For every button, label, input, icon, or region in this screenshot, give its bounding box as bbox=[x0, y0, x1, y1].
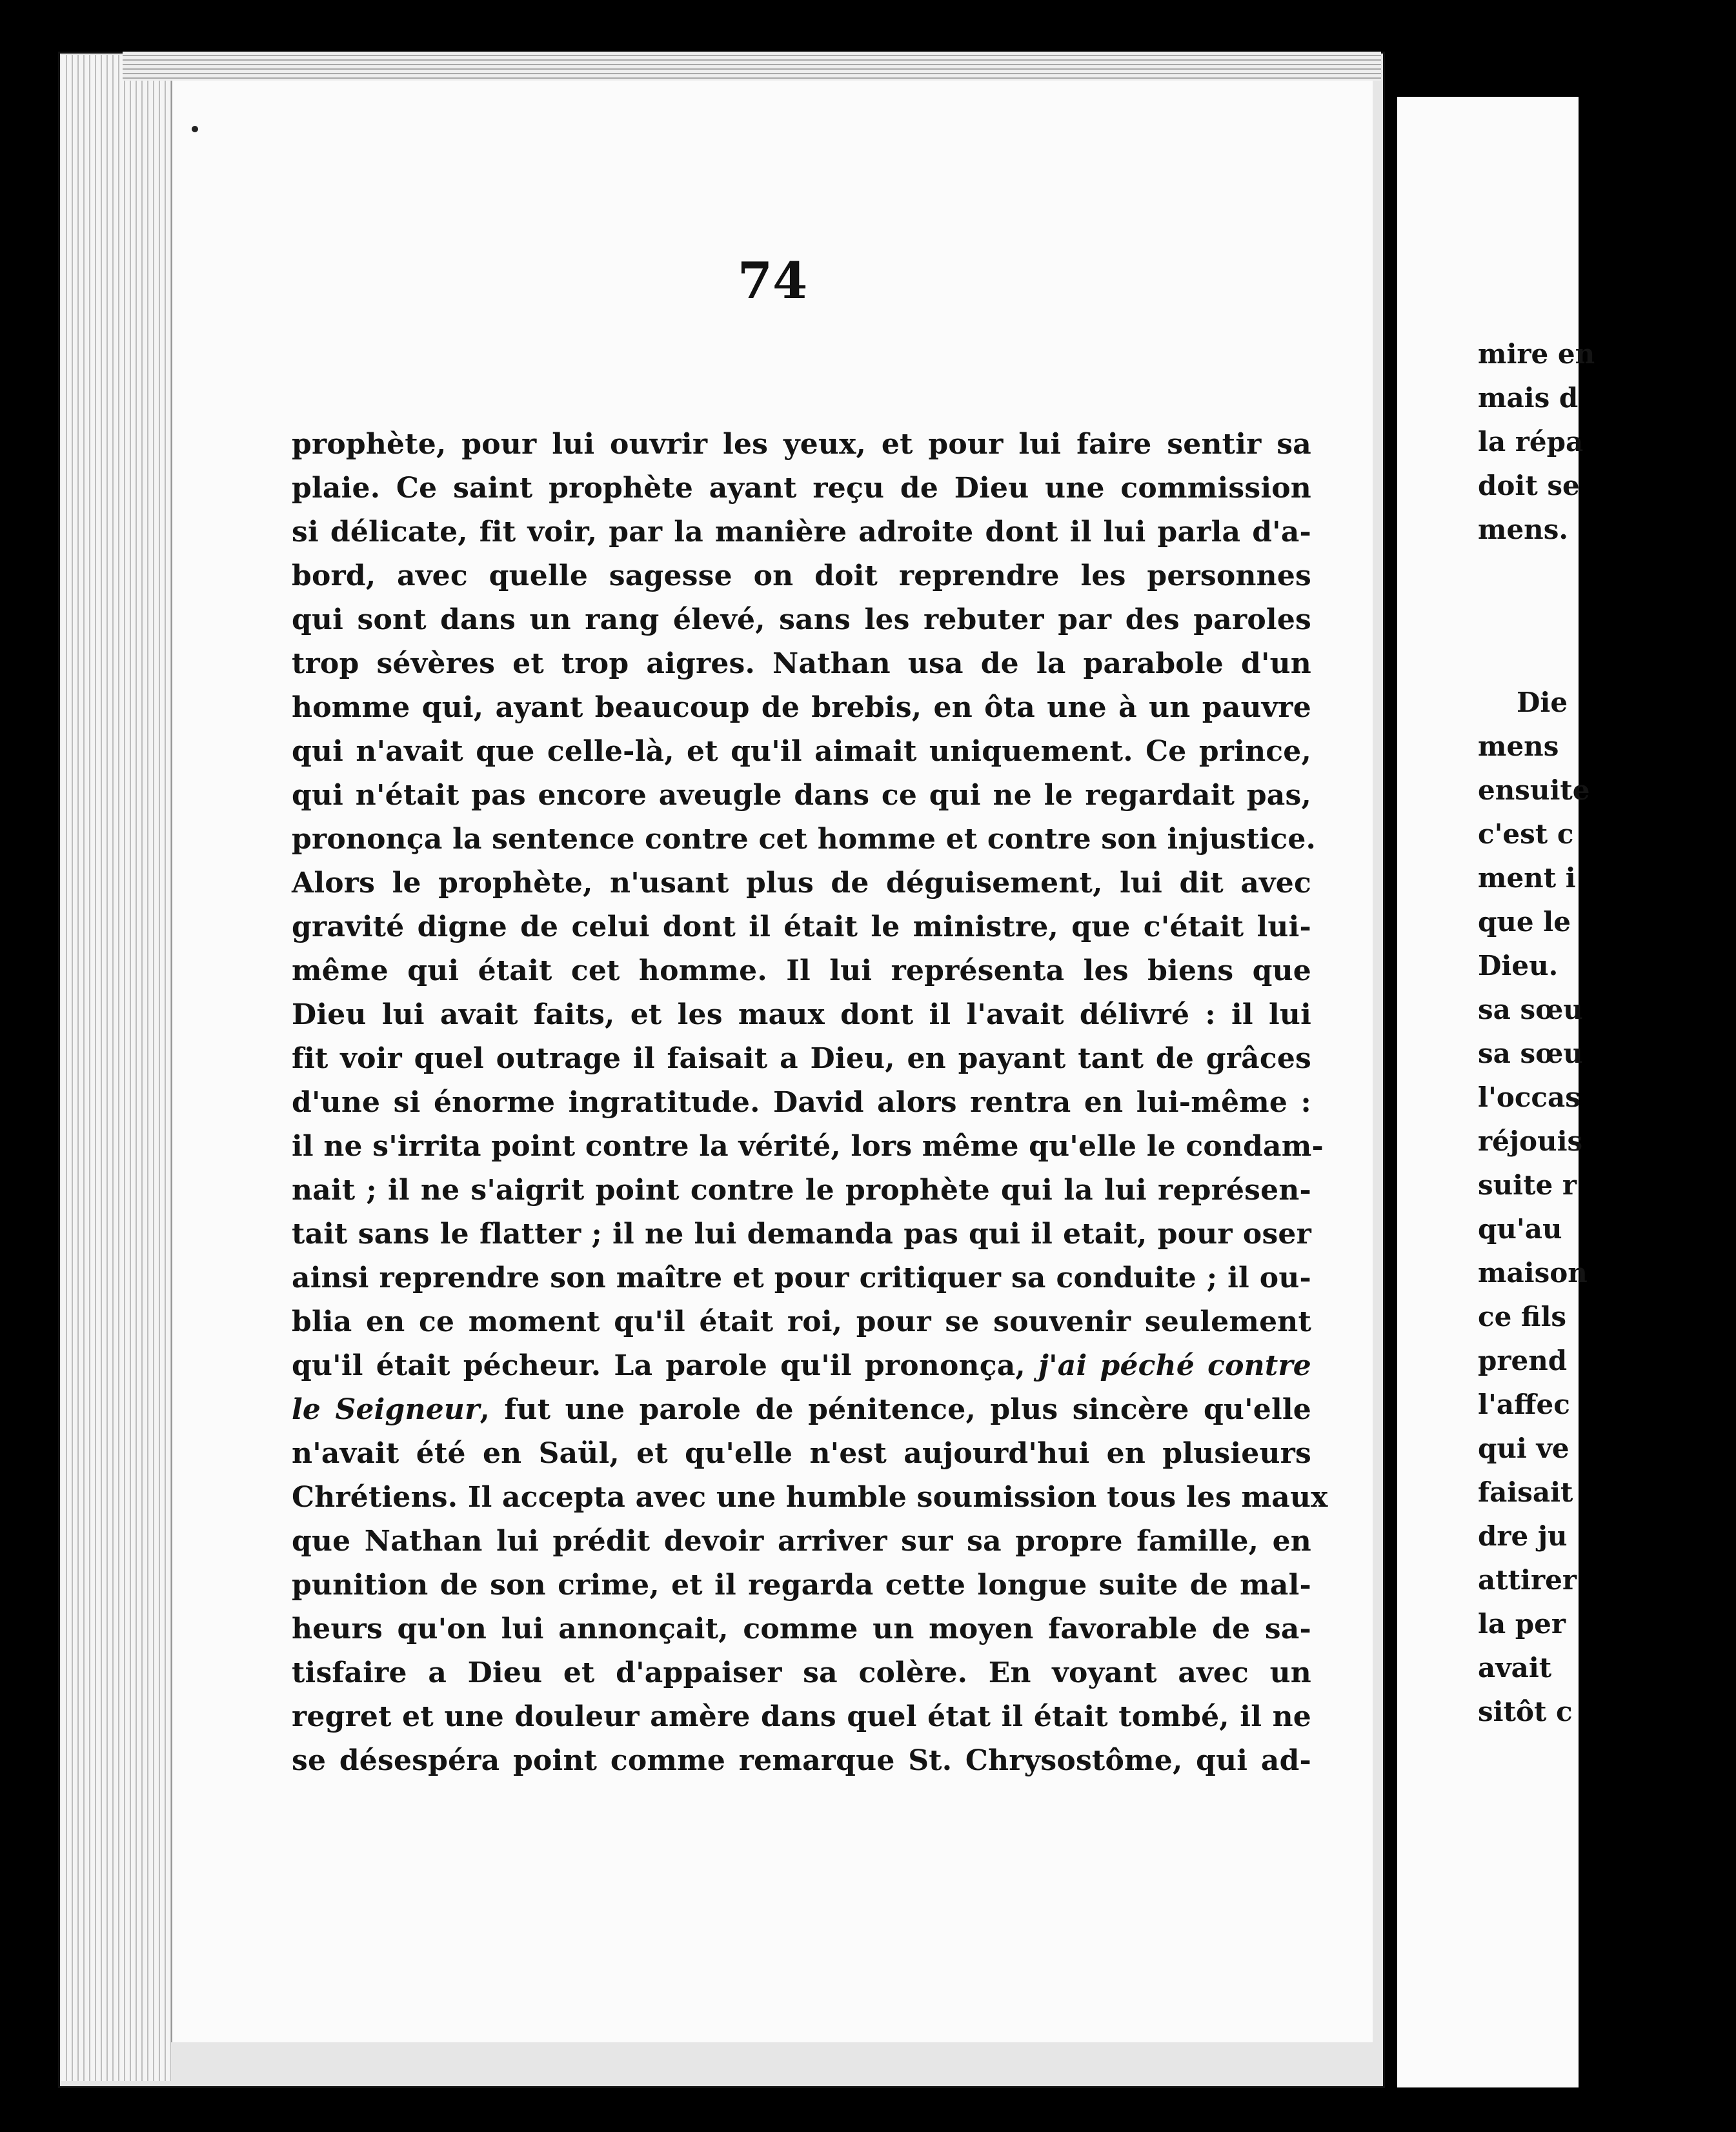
right-text-line: la répa bbox=[1478, 426, 1584, 458]
right-text-line: la per bbox=[1478, 1608, 1566, 1640]
right-page-text bbox=[1478, 332, 1736, 1734]
text-line: qui sont dans un rang élevé, sans les rebuter par des paroles bbox=[292, 603, 1311, 636]
speck bbox=[192, 126, 198, 132]
text-line: homme qui, ayant beaucoup de brebis, en ôta une à un pauvre bbox=[292, 691, 1311, 724]
right-text-line: prend bbox=[1478, 1345, 1568, 1376]
right-text-line: maison bbox=[1478, 1257, 1588, 1289]
text-line: plaie. Ce saint prophète ayant reçu de Dieu une commission bbox=[292, 472, 1311, 505]
text-line: si délicate, fit voir, par la manière adroite dont il lui parla d'a- bbox=[292, 516, 1311, 548]
text-line: regret et une douleur amère dans quel état il était tombé, il ne bbox=[292, 1700, 1311, 1733]
right-text-line: faisait bbox=[1478, 1476, 1573, 1508]
right-text-line: qui ve bbox=[1478, 1433, 1569, 1464]
text-line: d'une si énorme ingratitude. David alors rentra en lui-même : bbox=[292, 1086, 1311, 1119]
text-line: prophète, pour lui ouvrir les yeux, et pour lui faire sentir sa bbox=[292, 428, 1311, 461]
text-line: bord, avec quelle sagesse on doit reprendre les personnes bbox=[292, 559, 1311, 592]
text-line: ainsi reprendre son maître et pour critiquer sa conduite ; il ou- bbox=[292, 1262, 1311, 1294]
right-text-line: Die bbox=[1517, 687, 1568, 718]
right-page bbox=[1397, 97, 1595, 2087]
text-line-with-italic bbox=[292, 1344, 1311, 1388]
right-text-line: mais d bbox=[1478, 382, 1579, 414]
text-line: heurs qu'on lui annonçait, comme un moyen favorable de sa- bbox=[292, 1613, 1311, 1645]
right-text-line: Dieu. bbox=[1478, 950, 1559, 981]
right-text-line: sitôt c bbox=[1478, 1696, 1573, 1727]
right-text-line: mens bbox=[1478, 730, 1559, 762]
text-line: n'avait été en Saül, et qu'elle n'est aujourd'hui en plusieurs bbox=[292, 1437, 1311, 1470]
text-line: même qui était cet homme. Il lui représenta les biens que bbox=[292, 954, 1311, 987]
text-line-with-italic bbox=[292, 1388, 1311, 1432]
text-line: fit voir quel outrage il faisait a Dieu, en payant tant de grâces bbox=[292, 1042, 1311, 1075]
right-text-line: réjouis bbox=[1478, 1125, 1583, 1157]
text-line: blia en ce moment qu'il était roi, pour se souvenir seulement bbox=[292, 1305, 1311, 1338]
right-text-line: sa sœu bbox=[1478, 994, 1583, 1025]
right-text-line: que le bbox=[1478, 906, 1571, 938]
right-text-line: ment i bbox=[1478, 862, 1576, 894]
right-text-line: sa sœu bbox=[1478, 1038, 1583, 1069]
text-line: prononça la sentence contre cet homme et contre son injustice. bbox=[292, 823, 1317, 856]
page-top-edge bbox=[123, 52, 1381, 81]
text-line: Chrétiens. Il accepta avec une humble soumission tous les maux bbox=[292, 1481, 1328, 1514]
text-line: trop sévères et trop aigres. Nathan usa de la parabole d'un bbox=[292, 647, 1311, 680]
text-line: nait ; il ne s'aigrit point contre le prophète qui la lui représen- bbox=[292, 1174, 1311, 1207]
text-line: gravité digne de celui dont il était le ministre, que c'était lui- bbox=[292, 910, 1311, 943]
right-text-line: dre ju bbox=[1478, 1520, 1568, 1552]
right-text-line: ce fils bbox=[1478, 1301, 1567, 1332]
paragraph-gap bbox=[1478, 552, 1736, 681]
text-line: qui n'était pas encore aveugle dans ce qui ne le regardait pas, bbox=[292, 779, 1311, 812]
text-line: se désespéra point comme remarque St. Chrysostôme, qui ad- bbox=[292, 1744, 1311, 1777]
right-text-line: l'affec bbox=[1478, 1389, 1570, 1420]
text-line: il ne s'irrita point contre la vérité, lors même qu'elle le condam- bbox=[292, 1130, 1324, 1163]
right-text-line: c'est c bbox=[1478, 818, 1574, 850]
right-text-line: doit se bbox=[1478, 470, 1580, 501]
right-text-line: avait bbox=[1478, 1652, 1552, 1684]
page-number: 74 bbox=[737, 252, 808, 310]
text-line: Alors le prophète, n'usant plus de déguisement, lui dit avec bbox=[292, 867, 1311, 900]
line-text: , fut une parole de pénitence, plus sincère qu'elle bbox=[479, 1393, 1311, 1426]
text-line: qui n'avait que celle-là, et qu'il aimait uniquement. Ce prince, bbox=[292, 735, 1311, 768]
right-text-line: ensuite bbox=[1478, 774, 1590, 806]
left-page bbox=[171, 81, 1373, 2042]
right-text-line: mens. bbox=[1478, 514, 1568, 545]
text-line: tisfaire a Dieu et d'appaiser sa colère. En voyant avec un bbox=[292, 1656, 1311, 1689]
right-text-line: attirer bbox=[1478, 1564, 1577, 1596]
text-line: que Nathan lui prédit devoir arriver sur sa propre famille, en bbox=[292, 1525, 1311, 1558]
italic-quote: le Seigneur bbox=[292, 1393, 480, 1426]
text-line: Dieu lui avait faits, et les maux dont il l'avait délivré : il lui bbox=[292, 998, 1311, 1031]
italic-quote: j'ai péché contre bbox=[1038, 1349, 1311, 1382]
right-text-line: qu'au bbox=[1478, 1213, 1562, 1245]
text-line: tait sans le flatter ; il ne lui demanda pas qui il etait, pour oser bbox=[292, 1218, 1311, 1251]
text-line: punition de son crime, et il regarda cette longue suite de mal- bbox=[292, 1569, 1311, 1602]
right-text-line: mire en bbox=[1478, 338, 1595, 370]
body-text bbox=[292, 423, 1328, 1783]
right-text-line: suite r bbox=[1478, 1169, 1577, 1201]
right-text-line: l'occas bbox=[1478, 1081, 1580, 1113]
page-edges bbox=[61, 55, 171, 2081]
line-text: qu'il était pécheur. La parole qu'il prononça, bbox=[292, 1349, 1025, 1382]
